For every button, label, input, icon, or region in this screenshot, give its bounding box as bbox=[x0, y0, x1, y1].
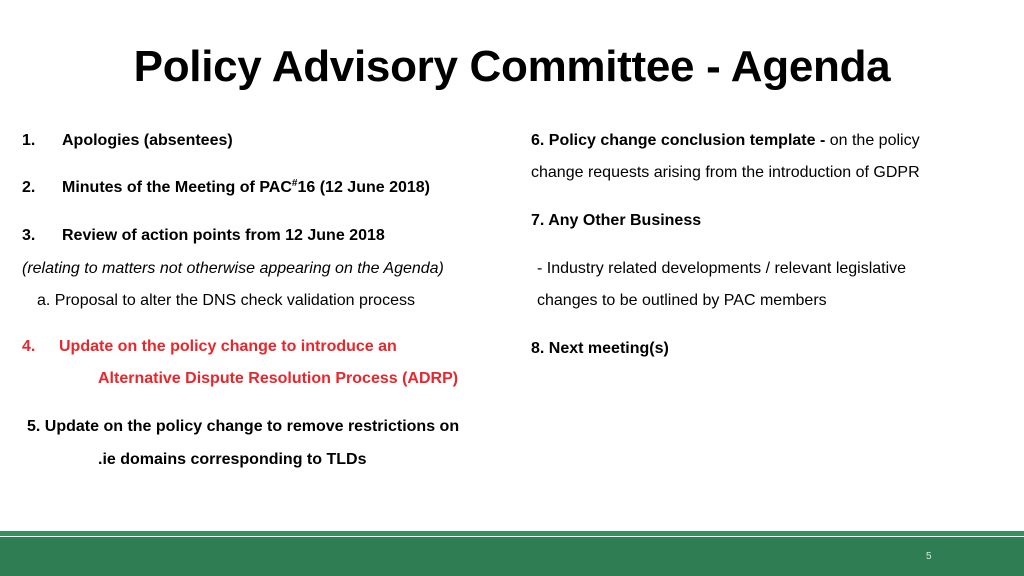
footer-divider bbox=[0, 531, 1024, 536]
agenda-item-4 bbox=[22, 337, 397, 357]
page-number: 5 bbox=[926, 551, 932, 562]
agenda-item-8: 8. Next meeting(s) bbox=[531, 340, 669, 357]
footer-bar bbox=[0, 537, 1024, 576]
agenda-item-3 bbox=[22, 226, 385, 246]
item-number: 2. bbox=[22, 179, 36, 196]
agenda-item-7: 7. Any Other Business bbox=[531, 212, 702, 229]
agenda-item-6 bbox=[531, 131, 920, 151]
slide-title: Policy Advisory Committee - Agenda bbox=[133, 42, 891, 91]
agenda-item-1 bbox=[22, 131, 233, 151]
item-superscript: # bbox=[291, 178, 298, 189]
item-text: Apologies (absentees) bbox=[62, 132, 233, 149]
item-number: 3. bbox=[22, 227, 36, 244]
item-text: Review of action points from 12 June 2018 bbox=[62, 227, 385, 244]
item-text: on the policy bbox=[825, 132, 920, 149]
item-text: Minutes of the Meeting of PAC bbox=[62, 179, 292, 196]
item-text-cont: 16 (12 June 2018) bbox=[297, 179, 431, 196]
agenda-item-7-detail: - Industry related developments / relevant legislative bbox=[537, 260, 907, 277]
agenda-item-2 bbox=[22, 178, 430, 198]
item-number: 1. bbox=[22, 132, 36, 149]
agenda-item-7-detail-line2: changes to be outlined by PAC members bbox=[537, 292, 827, 309]
item-number: 4. bbox=[22, 338, 36, 355]
agenda-item-4-line2: Alternative Dispute Resolution Process (ADRP) bbox=[98, 370, 459, 387]
item-text: Update on the policy change to introduce an bbox=[59, 338, 397, 355]
item-title: 6. Policy change conclusion template - bbox=[531, 132, 826, 149]
agenda-item-5-line2: .ie domains corresponding to TLDs bbox=[98, 451, 367, 468]
agenda-item-5: 5. Update on the policy change to remove restrictions on bbox=[27, 418, 460, 435]
agenda-item-3-subitem: a. Proposal to alter the DNS check validation process bbox=[37, 292, 415, 309]
agenda-item-6-line2: change requests arising from the introduction of GDPR bbox=[531, 164, 920, 181]
agenda-item-3-note: (relating to matters not otherwise appearing on the Agenda) bbox=[22, 260, 444, 277]
